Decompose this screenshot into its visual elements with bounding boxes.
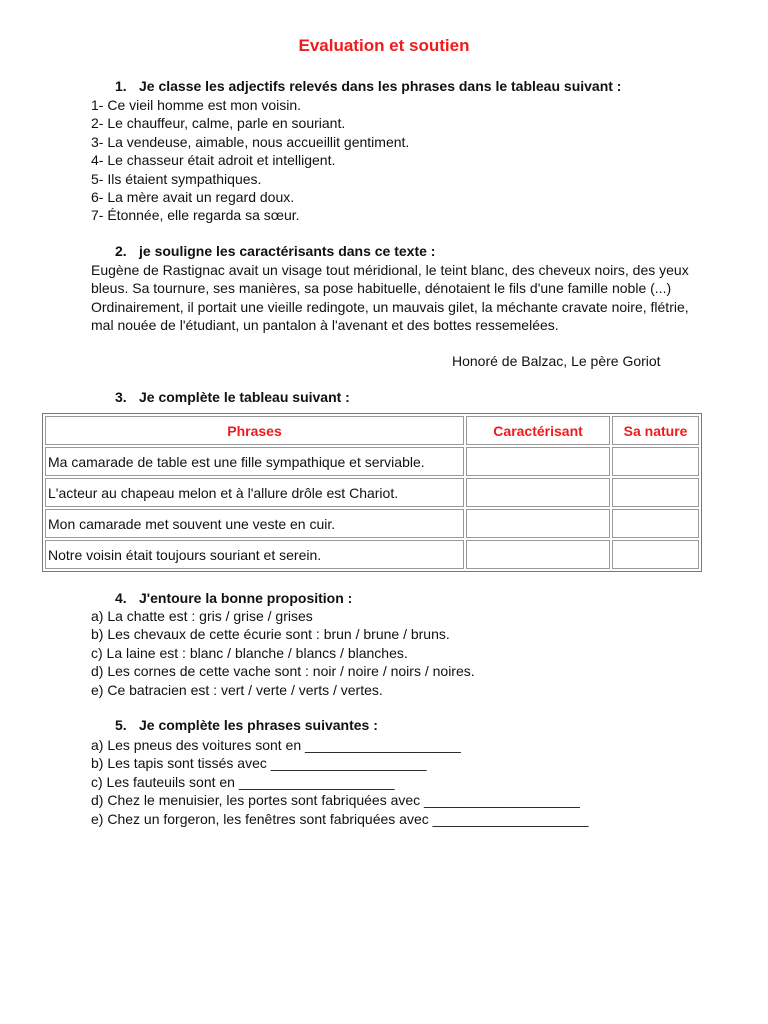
q2-heading [115, 243, 435, 259]
table-row [45, 478, 699, 507]
table-header-row [45, 416, 699, 445]
q2-author-citation: Honoré de Balzac, Le père Goriot [452, 353, 661, 369]
caracterisant-answer-cell[interactable] [466, 540, 610, 569]
list-item: e) Ce batracien est : vert / verte / verts / vertes. [91, 681, 383, 698]
q1-sentence-list [91, 96, 409, 225]
list-item: c) La laine est : blanc / blanche / blancs / blanches. [91, 644, 408, 661]
nature-answer-cell[interactable] [612, 540, 699, 569]
page-title: Evaluation et soutien [298, 36, 470, 55]
list-item: b) Les chevaux de cette écurie sont : brun / brune / bruns. [91, 626, 450, 643]
list-item: 7- Étonnée, elle regarda sa sœur. [91, 207, 300, 224]
q5-fill-in-list [91, 736, 588, 828]
list-item: 6- La mère avait un regard doux. [91, 188, 295, 205]
q3-table [42, 413, 702, 572]
list-item: e) Chez un forgeron, les fenêtres sont fabriquées avec ____________________ [91, 810, 589, 827]
nature-answer-cell[interactable] [612, 509, 699, 538]
phrase-cell: Mon camarade met souvent une veste en cuir. [45, 509, 464, 538]
list-item: c) Les fauteuils sont en ____________________ [91, 773, 395, 790]
q1-number: 1. [115, 78, 127, 94]
list-item: 3- La vendeuse, aimable, nous accueillit gentiment. [91, 133, 410, 150]
q4-number: 4. [115, 590, 127, 606]
caracterisant-answer-cell[interactable] [466, 509, 610, 538]
q1-heading-text: Je classe les adjectifs relevés dans les phrases dans le tableau suivant : [139, 78, 622, 94]
list-item: a) Les pneus des voitures sont en ____________________ [91, 737, 461, 753]
caracterisant-answer-cell[interactable] [466, 447, 610, 476]
q4-heading [115, 590, 352, 606]
q5-heading-text: Je complète les phrases suivantes : [139, 717, 378, 733]
q5-number: 5. [115, 717, 127, 733]
caracterisant-answer-cell[interactable] [466, 478, 610, 507]
q5-heading [115, 717, 378, 733]
list-item: a) La chatte est : gris / grise / grises [91, 608, 313, 624]
list-item: d) Chez le menuisier, les portes sont fabriquées avec ____________________ [91, 792, 580, 809]
list-item: 1- Ce vieil homme est mon voisin. [91, 97, 302, 113]
table-row [45, 509, 699, 538]
table-row [45, 447, 699, 476]
q3-number: 3. [115, 389, 127, 405]
q2-number: 2. [115, 243, 127, 259]
list-item: b) Les tapis sont tissés avec ____________________ [91, 755, 427, 772]
list-item: 5- Ils étaient sympathiques. [91, 170, 262, 187]
phrase-cell: L'acteur au chapeau melon et à l'allure drôle est Chariot. [45, 478, 464, 507]
column-header-caracterisant: Caractérisant [466, 416, 610, 445]
q2-text-passage: Eugène de Rastignac avait un visage tout méridional, le teint blanc, des cheveux noirs, des yeux bleus. Sa tournure, ses manières, sa pose habituelle, dénotaient le fils d'une famille noble (...) Ordinairement, il portait une vieille redingote, un mauvais gilet, la méchante cravate noire, flétrie, mal nouée de l'étudiant, un pantalon à l'avenant et des bottes ressemelées. [91, 262, 689, 334]
q1-heading [115, 78, 621, 94]
q4-heading-text: J'entoure la bonne proposition : [139, 590, 353, 606]
column-header-nature: Sa nature [612, 416, 699, 445]
phrase-cell: Ma camarade de table est une fille sympathique et serviable. [45, 447, 464, 476]
q3-heading [115, 389, 350, 405]
table-row [45, 540, 699, 569]
phrase-cell: Notre voisin était toujours souriant et serein. [45, 540, 464, 569]
q2-heading-text: je souligne les caractérisants dans ce texte : [139, 243, 436, 259]
list-item: d) Les cornes de cette vache sont : noir / noire / noirs / noires. [91, 663, 475, 680]
nature-answer-cell[interactable] [612, 478, 699, 507]
list-item: 2- Le chauffeur, calme, parle en souriant. [91, 115, 346, 132]
list-item: 4- Le chasseur était adroit et intelligent. [91, 152, 336, 169]
q4-choice-list [91, 607, 475, 699]
column-header-phrases: Phrases [45, 416, 464, 445]
q3-heading-text: Je complète le tableau suivant : [139, 389, 350, 405]
nature-answer-cell[interactable] [612, 447, 699, 476]
